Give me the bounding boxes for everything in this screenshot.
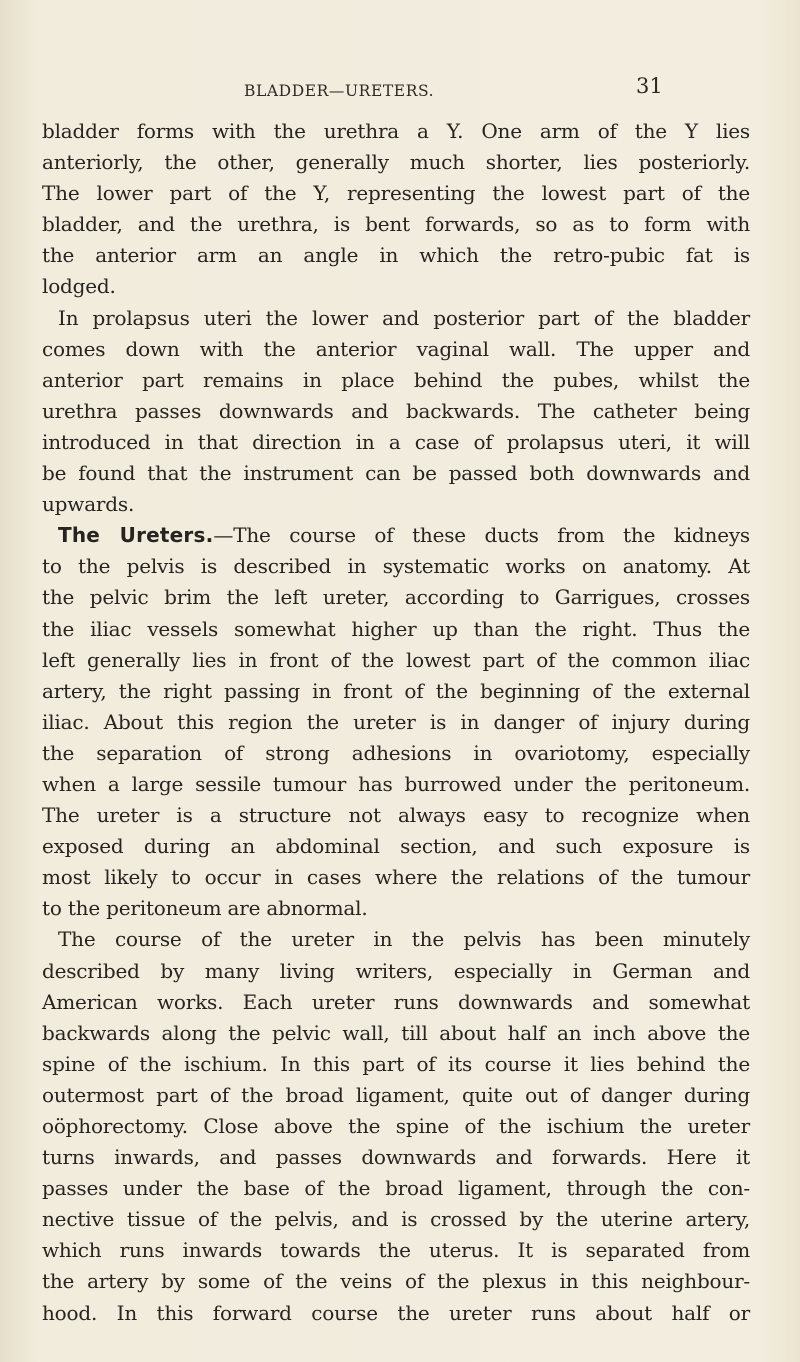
- text-line: artery, the right passing in front of the beginning of the external: [42, 678, 750, 703]
- text-line: The lower part of the Y, representing the lowest part of the: [42, 181, 750, 206]
- text-line: bladder, and the urethra, is bent forwards, so as to form with: [42, 212, 750, 237]
- text-line: lodged.: [42, 274, 116, 299]
- page-header: [0, 74, 800, 110]
- text-line: oöphorectomy. Close above the spine of the ischium the ureter: [42, 1114, 750, 1138]
- text-line: described by many living writers, especially in German and: [42, 958, 750, 983]
- text-line: be found that the instrument can be passed both downwards and: [42, 461, 750, 486]
- text-line: American works. Each ureter runs downwards and somewhat: [42, 989, 750, 1014]
- text-line: comes down with the anterior vaginal wall. The upper and: [42, 336, 750, 361]
- text-line: the iliac vessels somewhat higher up than the right. Thus the: [42, 616, 750, 641]
- page-number: 31: [636, 74, 663, 98]
- text-line: introduced in that direction in a case of prolapsus uteri, it will: [42, 429, 750, 454]
- text-line: turns inwards, and passes downwards and forwards. Here it: [42, 1145, 750, 1170]
- text-line: hood. In this forward course the ureter runs about half or: [42, 1300, 750, 1325]
- section-heading: The Ureters.: [58, 523, 214, 548]
- text-line: spine of the ischium. In this part of its course it lies behind the: [42, 1051, 750, 1076]
- text-line: The ureter is a structure not always easy to recognize when: [42, 803, 750, 828]
- text-line: the anterior arm an angle in which the retro-pubic fat is: [42, 243, 750, 268]
- text-line: outermost part of the broad ligament, quite out of danger during: [42, 1082, 750, 1107]
- text-line: backwards along the pelvic wall, till about half an inch above the: [42, 1020, 750, 1045]
- text-line: to the pelvis is described in systematic works on anatomy. At: [42, 554, 750, 579]
- text-line: which runs inwards towards the uterus. It is separated from: [42, 1238, 750, 1263]
- text-line: nective tissue of the pelvis, and is crossed by the uterine artery,: [42, 1207, 750, 1232]
- running-head: BLADDER—URETERS.: [244, 82, 435, 100]
- text-line: most likely to occur in cases where the relations of the tumour: [42, 865, 750, 890]
- body-text: [42, 116, 750, 1329]
- text-line: anterior part remains in place behind the pubes, whilst the: [42, 367, 750, 392]
- text-line: left generally lies in front of the lowest part of the common iliac: [42, 647, 750, 672]
- text-line: urethra passes downwards and backwards. The catheter being: [42, 398, 750, 423]
- text-line: —The course of these ducts from the kidneys: [213, 523, 750, 548]
- text-line: In prolapsus uteri the lower and posterior part of the bladder: [58, 305, 750, 330]
- text-line: passes under the base of the broad ligament, through the con-: [42, 1176, 750, 1201]
- text-line: The course of the ureter in the pelvis has been minutely: [58, 927, 750, 952]
- text-line: to the peritoneum are abnormal.: [42, 896, 368, 921]
- section-first-line: [42, 520, 750, 551]
- text-line: when a large sessile tumour has burrowed under the peritoneum.: [42, 771, 750, 796]
- text-line: bladder forms with the urethra a Y. One arm of the Y lies: [42, 119, 750, 143]
- text-line: exposed during an abdominal section, and such exposure is: [42, 834, 750, 859]
- text-line: upwards.: [42, 492, 135, 517]
- text-line: the separation of strong adhesions in ovariotomy, especially: [42, 740, 750, 765]
- text-line: iliac. About this region the ureter is in danger of injury during: [42, 709, 750, 734]
- text-line: the pelvic brim the left ureter, according to Garrigues, crosses: [42, 585, 750, 610]
- text-line: the artery by some of the veins of the plexus in this neighbour-: [42, 1269, 750, 1294]
- text-line: anteriorly, the other, generally much shorter, lies posteriorly.: [42, 150, 750, 175]
